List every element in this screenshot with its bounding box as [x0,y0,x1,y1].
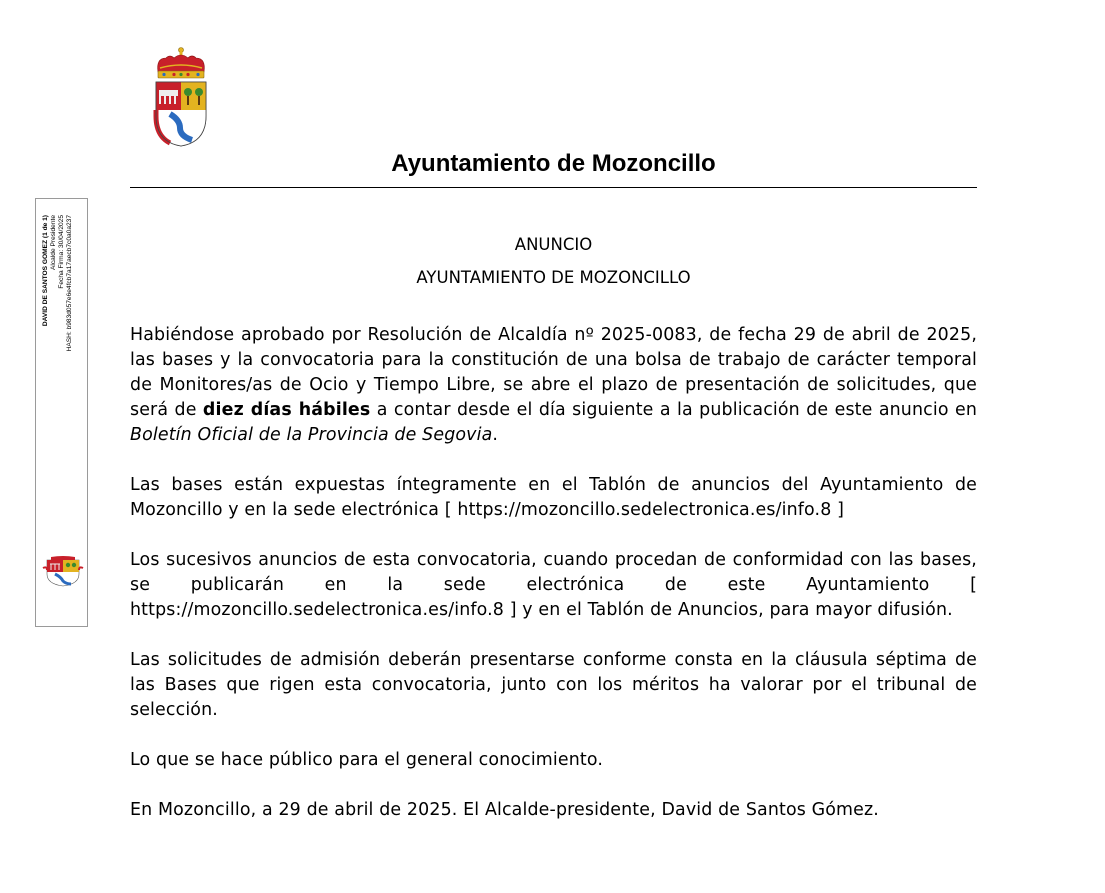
signature-role: Alcalde Presidente [50,215,57,270]
bulletin-name: Boletín Oficial de la Provincia de Segovia [130,425,493,445]
deadline-emphasis: diez días hábiles [202,400,371,420]
signature-signer: DAVID DE SANTOS GOMEZ (1 de 1) [42,215,49,327]
announcement-subheading: AYUNTAMIENTO DE MOZONCILLO [416,268,691,287]
paragraph-applications: Las solicitudes de admisión deberán presentarse conforme consta en la cláusula séptima de las Bases que rigen esta convocatoria, junto con los méritos ha valorar por el tribunal de selección. [130,650,977,720]
paragraph-resolution: Habiéndose aprobado por Resolución de Alcaldía nº 2025-0083, de fecha 29 de abril de 2025, las bases y la convocatoria para la constitución de una bolsa de trabajo de carácter temporal de Monitores/as de Ocio y Tiempo Libre, se abre el plazo de presentación de solicitudes, que será de diez días hábiles a contar desde el día siguiente a la publicación de este anuncio en Boletín Oficial de la Provincia de Segovia. [130,325,978,445]
paragraph-public-notice: Lo que se hace público para el general conocimiento. [130,750,604,770]
municipal-coat-of-arms-icon [150,46,212,150]
electronic-signature-stamp [35,198,88,627]
announcement-heading: ANUNCIO [514,235,593,254]
signature-hash: HASH: b983d057e6e4fcb7a17aecb7c0a0a237 [66,215,73,352]
paragraph-announcements: Los sucesivos anuncios de esta convocatoria, cuando procedan de conformidad con las bases, se publicarán en la sede electrónica de este Ayuntamiento [ https://mozoncillo.sedelectronica.es/info.8 ] y en el Tablón de Anuncios, para mayor difusión. [130,550,977,620]
header-divider [130,187,977,188]
announcement-body [130,323,977,848]
paragraph-signature-line: En Mozoncillo, a 29 de abril de 2025. El Alcalde-presidente, David de Santos Gómez. [130,800,879,820]
paragraph-bases: Las bases están expuestas íntegramente en el Tablón de anuncios del Ayuntamiento de Mozoncillo y en la sede electrónica [ https://mozoncillo.sedelectronica.es/info.8 ] [130,475,977,520]
organization-title: Ayuntamiento de Mozoncillo [391,150,716,177]
signature-date: Fecha Firma: 30/04/2025 [58,215,65,289]
municipal-coat-of-arms-small-icon [41,556,85,588]
